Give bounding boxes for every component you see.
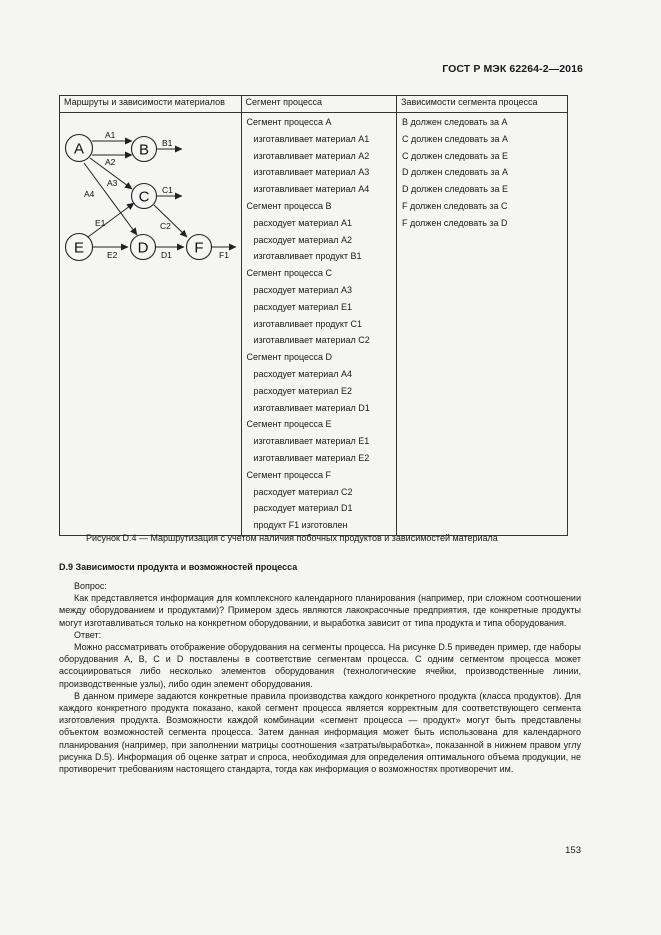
segment-row: Сегмент процесса B [246,200,332,211]
section-body [59,580,581,775]
segment-row: изготавливает материал A4 [253,184,370,195]
standard-header: ГОСТ Р МЭК 62264-2—2016 [442,63,583,75]
node-a-label: A [73,140,85,158]
dependency-row: D должен следовать за A [402,167,509,178]
node-b-label: B [138,141,150,159]
segment-row: изготавливает материал A3 [253,167,370,178]
label-f1: F1 [219,250,229,260]
segment-row: расходует материал A2 [253,234,353,245]
node-c-label: C [138,188,150,206]
dependency-row: C должен следовать за A [402,133,509,144]
segment-row: Сегмент процесса E [246,419,332,430]
segment-row: Сегмент процесса C [246,268,333,279]
routes-table [59,95,568,536]
question-text: Как представляется информация для комплексного календарного планирования (например, при сложном соотношении между оборудованием и продуктами)? Примером здесь являются лакокрасочные предприятия, где конкретные продукты могут изготавливаться только на конкретном оборудовании, и выработка зависит от типа продукта и типа оборудования. [59,593,581,628]
header-routes: Маршруты и зависимости материалов [60,96,242,113]
node-e-label: E [73,239,85,257]
segment-row: расходует материал A3 [253,284,353,295]
segment-row: Сегмент процесса F [246,469,332,480]
dependency-row: D должен следовать за E [402,184,509,195]
segments-cell [241,113,397,536]
header-dependencies: Зависимости сегмента процесса [397,96,568,113]
label-d1: D1 [161,250,172,260]
label-a1: A1 [105,130,116,140]
section-title: D.9 Зависимости продукта и возможностей процесса [59,562,298,572]
segment-row: изготавливает материал E1 [253,436,370,447]
segment-row: изготавливает продукт B1 [253,251,362,262]
label-e2: E2 [107,250,118,260]
page-number: 153 [565,845,581,856]
segment-row: расходует материал C2 [253,486,353,497]
segment-row: изготавливает продукт C1 [253,318,363,329]
dependency-row: F должен следовать за D [402,217,508,228]
table-body-row [60,113,568,536]
label-a4: A4 [84,189,95,199]
table-header-row [60,96,568,113]
segment-row: Сегмент процесса A [246,117,332,127]
segment-row: Сегмент процесса D [246,352,333,363]
segment-row: расходует материал D1 [253,503,353,514]
label-c2: C2 [160,221,171,231]
segment-row: изготавливает материал A1 [253,133,370,144]
segment-row: продукт F1 изготовлен [253,520,348,531]
dependency-row: C должен следовать за E [402,150,509,161]
label-a3: A3 [107,178,118,188]
segment-row: расходует материал A4 [253,368,353,379]
node-f-label: F [194,239,204,257]
figure-caption: Рисунок D.4 — Маршрутизация с учетом наличия побочных продуктов и зависимостей материала [86,533,498,543]
dependencies-list [398,114,566,232]
segment-row: расходует материал E1 [253,301,353,312]
answer-label: Ответ: [74,629,102,640]
question-label: Вопрос: [74,581,107,591]
segments-list [243,114,396,534]
segment-row: изготавливает материал C2 [253,335,370,346]
label-a2: A2 [105,157,116,167]
segment-row: изготавливает материал D1 [253,402,370,413]
answer-paragraph-2: В данном примере задаются конкретные правила производства каждого конкретного продукта (класса продуктов). Для каждого конкретного продукта показано, какой сегмент процесса является корректным для соответствующего сегмента изготовления продукта. Возможности каждой комбинации «сегмент процесса — продукт» могут быть представлены объектом возможностей сегмента процесса. Затем данная информация может быть использована для календарного планирования (например, при заполнении матрицы соотношения «затраты/выработка», показанной в нижнем правом углу рисунка D.5). Информация об оценке затрат и спроса, необходимая для определения оптимального объема продукции, не противоречит требованиям настоящего стандарта, тогда как информация о возможностях противоречит им. [59,690,581,775]
label-c1: C1 [162,185,173,195]
label-e1: E1 [95,218,106,228]
edge-a4 [84,163,137,235]
answer-paragraph-1: Можно рассматривать отображение оборудования на сегменты процесса. На рисунке D.5 приведен пример, где наборы оборудования A, B, C и D поставлены в соответствие сегментам процесса. С одним сегментом процесса может ассоциироваться либо несколько элементов оборудования (технологические ячейки, производственные линии, производственные узлы), либо один элемент оборудования. [59,642,581,689]
label-b1: B1 [162,138,173,148]
dependencies-cell [397,113,568,536]
segment-row: изготавливает материал E2 [253,452,370,463]
dependency-row: F должен следовать за C [402,200,508,211]
node-d-label: D [137,239,149,257]
segment-row: расходует материал A1 [253,217,353,228]
diagram-cell [60,113,242,536]
dependency-row: B должен следовать за A [402,117,508,127]
header-segment: Сегмент процесса [241,96,397,113]
segment-row: изготавливает материал A2 [253,150,370,161]
routing-diagram [60,113,249,273]
segment-row: расходует материал E2 [253,385,353,396]
